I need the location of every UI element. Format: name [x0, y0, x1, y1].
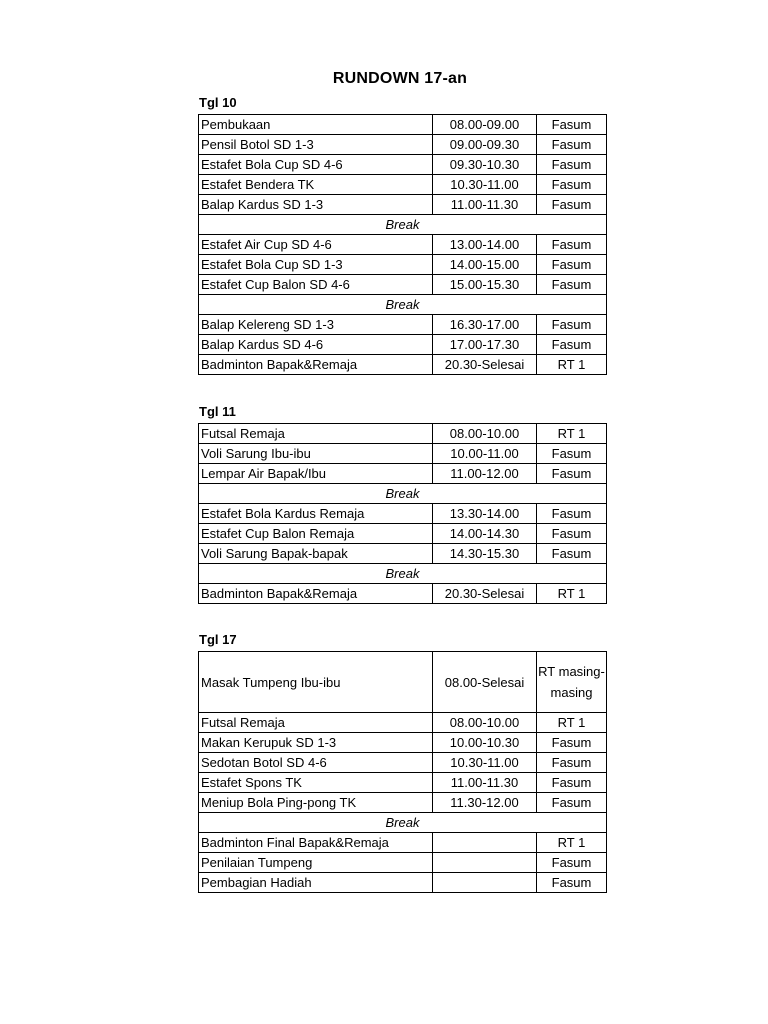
event-location: Fasum — [537, 235, 607, 255]
event-time: 20.30-Selesai — [433, 355, 537, 375]
event-time: 10.00-10.30 — [433, 733, 537, 753]
schedule-row — [199, 255, 607, 275]
event-name: Estafet Spons TK — [199, 773, 433, 793]
event-time: 10.30-11.00 — [433, 753, 537, 773]
schedule-row — [199, 444, 607, 464]
event-time — [433, 833, 537, 853]
event-name: Badminton Final Bapak&Remaja — [199, 833, 433, 853]
break-label: Break — [199, 215, 607, 235]
schedule-row — [199, 544, 607, 564]
schedule-row — [199, 773, 607, 793]
event-name: Pembukaan — [199, 115, 433, 135]
event-time: 14.30-15.30 — [433, 544, 537, 564]
event-location: Fasum — [537, 853, 607, 873]
event-location: Fasum — [537, 873, 607, 893]
event-location: Fasum — [537, 524, 607, 544]
schedule-row — [199, 315, 607, 335]
schedule-row — [199, 524, 607, 544]
event-time: 08.00-Selesai — [433, 652, 537, 713]
event-name: Sedotan Botol SD 4-6 — [199, 753, 433, 773]
break-row — [199, 215, 607, 235]
schedule-row — [199, 873, 607, 893]
break-label: Break — [199, 484, 607, 504]
event-location: Fasum — [537, 115, 607, 135]
event-time: 13.30-14.00 — [433, 504, 537, 524]
schedule-table — [198, 423, 607, 604]
event-location: RT 1 — [537, 713, 607, 733]
page-title: RUNDOWN 17-an — [332, 70, 468, 87]
event-time: 16.30-17.00 — [433, 315, 537, 335]
event-name: Estafet Cup Balon Remaja — [199, 524, 433, 544]
schedule-table — [198, 651, 607, 893]
event-time — [433, 873, 537, 893]
event-location: Fasum — [537, 733, 607, 753]
event-location: Fasum — [537, 544, 607, 564]
break-label: Break — [199, 295, 607, 315]
event-time: 09.00-09.30 — [433, 135, 537, 155]
event-time — [433, 853, 537, 873]
event-name: Estafet Bola Cup SD 1-3 — [199, 255, 433, 275]
event-location: RT 1 — [537, 833, 607, 853]
break-label: Break — [199, 564, 607, 584]
event-name: Masak Tumpeng Ibu-ibu — [199, 652, 433, 713]
schedule-table — [198, 114, 607, 375]
event-time: 20.30-Selesai — [433, 584, 537, 604]
event-time: 11.00-12.00 — [433, 464, 537, 484]
break-label: Break — [199, 813, 607, 833]
schedule-row — [199, 853, 607, 873]
event-location: Fasum — [537, 155, 607, 175]
event-location: Fasum — [537, 335, 607, 355]
event-name: Estafet Cup Balon SD 4-6 — [199, 275, 433, 295]
event-name: Estafet Air Cup SD 4-6 — [199, 235, 433, 255]
schedule-row — [199, 195, 607, 215]
day-label: Tgl 17 — [199, 632, 237, 647]
event-name: Badminton Bapak&Remaja — [199, 355, 433, 375]
event-name: Badminton Bapak&Remaja — [199, 584, 433, 604]
event-name: Voli Sarung Bapak-bapak — [199, 544, 433, 564]
event-location: RT masing-masing — [537, 652, 607, 713]
event-name: Voli Sarung Ibu-ibu — [199, 444, 433, 464]
event-time: 11.30-12.00 — [433, 793, 537, 813]
break-row — [199, 564, 607, 584]
schedule-row — [199, 504, 607, 524]
event-time: 10.30-11.00 — [433, 175, 537, 195]
day-label: Tgl 11 — [199, 404, 236, 419]
schedule-row — [199, 733, 607, 753]
schedule-row — [199, 652, 607, 713]
event-location: Fasum — [537, 444, 607, 464]
event-time: 13.00-14.00 — [433, 235, 537, 255]
schedule-row — [199, 464, 607, 484]
event-name: Balap Kelereng SD 1-3 — [199, 315, 433, 335]
break-row — [199, 813, 607, 833]
day-label: Tgl 10 — [199, 95, 237, 110]
schedule-row — [199, 175, 607, 195]
schedule-row — [199, 115, 607, 135]
event-time: 15.00-15.30 — [433, 275, 537, 295]
event-location: RT 1 — [537, 584, 607, 604]
event-location: Fasum — [537, 753, 607, 773]
schedule-row — [199, 424, 607, 444]
schedule-row — [199, 235, 607, 255]
event-location: Fasum — [537, 175, 607, 195]
event-time: 14.00-15.00 — [433, 255, 537, 275]
event-name: Estafet Bola Cup SD 4-6 — [199, 155, 433, 175]
event-time: 09.30-10.30 — [433, 155, 537, 175]
event-time: 10.00-11.00 — [433, 444, 537, 464]
break-row — [199, 295, 607, 315]
event-time: 11.00-11.30 — [433, 773, 537, 793]
event-location: Fasum — [537, 195, 607, 215]
event-time: 17.00-17.30 — [433, 335, 537, 355]
schedule-row — [199, 793, 607, 813]
event-time: 11.00-11.30 — [433, 195, 537, 215]
event-time: 08.00-10.00 — [433, 713, 537, 733]
schedule-row — [199, 155, 607, 175]
schedule-row — [199, 135, 607, 155]
event-name: Meniup Bola Ping-pong TK — [199, 793, 433, 813]
schedule-row — [199, 355, 607, 375]
event-location: Fasum — [537, 504, 607, 524]
event-location: RT 1 — [537, 355, 607, 375]
event-location: Fasum — [537, 255, 607, 275]
event-time: 08.00-10.00 — [433, 424, 537, 444]
schedule-row — [199, 833, 607, 853]
break-row — [199, 484, 607, 504]
event-time: 14.00-14.30 — [433, 524, 537, 544]
event-name: Estafet Bola Kardus Remaja — [199, 504, 433, 524]
event-name: Penilaian Tumpeng — [199, 853, 433, 873]
schedule-row — [199, 713, 607, 733]
schedule-row — [199, 275, 607, 295]
event-name: Futsal Remaja — [199, 424, 433, 444]
schedule-row — [199, 753, 607, 773]
event-name: Estafet Bendera TK — [199, 175, 433, 195]
event-name: Balap Kardus SD 1-3 — [199, 195, 433, 215]
event-location: Fasum — [537, 315, 607, 335]
event-location: Fasum — [537, 135, 607, 155]
event-name: Balap Kardus SD 4-6 — [199, 335, 433, 355]
event-name: Pensil Botol SD 1-3 — [199, 135, 433, 155]
event-location: Fasum — [537, 275, 607, 295]
schedule-row — [199, 584, 607, 604]
event-name: Futsal Remaja — [199, 713, 433, 733]
event-location: Fasum — [537, 464, 607, 484]
event-location: RT 1 — [537, 424, 607, 444]
event-location: Fasum — [537, 773, 607, 793]
event-name: Lempar Air Bapak/Ibu — [199, 464, 433, 484]
event-name: Makan Kerupuk SD 1-3 — [199, 733, 433, 753]
event-name: Pembagian Hadiah — [199, 873, 433, 893]
schedule-row — [199, 335, 607, 355]
event-location: Fasum — [537, 793, 607, 813]
event-time: 08.00-09.00 — [433, 115, 537, 135]
